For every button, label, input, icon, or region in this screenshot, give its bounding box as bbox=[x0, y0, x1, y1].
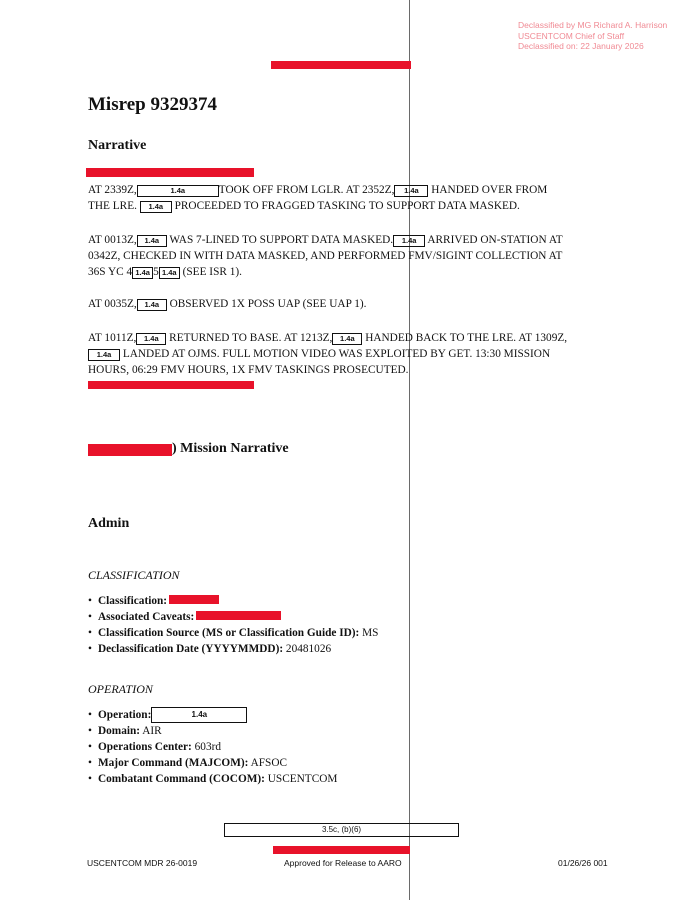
bottom-exemption-box: 3.5c, (b)(6) bbox=[224, 823, 459, 837]
narrative-paragraph-1: AT 2339Z, 1.4a TOOK OFF FROM LGLR. AT 2352Z, 1.4a HANDED OVER FROM THE LRE. 1.4a PROCEEDED TO FRAGGED TASKING TO SUPPORT DATA MASKED. bbox=[88, 184, 548, 212]
declassification-date-field: • Declassification Date (YYYYMMDD): 20481026 bbox=[88, 641, 378, 657]
footer-document-id: USCENTCOM MDR 26-0019 bbox=[87, 858, 198, 868]
mission-narrative-heading: ) Mission Narrative bbox=[172, 441, 289, 456]
redaction-box: 1.4a bbox=[137, 185, 219, 197]
narrative-paragraph-3: AT 0035Z, 1.4a OBSERVED 1X POSS UAP (SEE UAP 1). bbox=[88, 298, 367, 310]
cocom-field: • Combatant Command (COCOM): USCENTCOM bbox=[88, 771, 337, 787]
operation-field-list bbox=[88, 707, 337, 787]
narrative-paragraph-4: AT 1011Z, 1.4a RETURNED TO BASE. AT 1213Z, 1.4a HANDED BACK TO THE LRE. AT 1309Z, 1.4a LANDED AT OJMS. FULL MOTION VIDEO WAS EXPLOITED BY GET. 13:30 MISSION HOURS, 06:29 FMV HOURS, 1X FMV TASKINGS PROSECUTED. bbox=[88, 332, 568, 376]
admin-heading: Admin bbox=[88, 516, 130, 531]
redaction-box: 1.4a bbox=[332, 333, 362, 345]
redaction-bar-narrative-classification bbox=[86, 168, 254, 177]
redaction-bar-narrative-end bbox=[88, 381, 254, 389]
redaction-bar-bottom bbox=[273, 846, 410, 854]
redaction-bar-top bbox=[271, 61, 411, 69]
redaction-box: 1.4a bbox=[132, 267, 153, 279]
declass-line-1: Declassified by MG Richard A. Harrison bbox=[518, 20, 668, 30]
declass-line-2: USCENTCOM Chief of Staff bbox=[518, 30, 625, 41]
classification-section-heading: CLASSIFICATION bbox=[88, 568, 180, 582]
redaction-box: 1.4a bbox=[140, 201, 172, 213]
narrative-heading: Narrative bbox=[88, 138, 147, 153]
redaction-box: 1.4a bbox=[137, 235, 167, 247]
redaction-box: 1.4a bbox=[88, 349, 120, 361]
redaction-bar-classification-value bbox=[169, 595, 219, 604]
operation-field: • Operation: 1.4a bbox=[88, 707, 337, 723]
footer-release-note: Approved for Release to AARO bbox=[284, 858, 402, 868]
domain-field: • Domain: AIR bbox=[88, 723, 337, 739]
footer-date-page: 01/26/26 001 bbox=[558, 858, 608, 868]
page-fold-line bbox=[409, 0, 410, 900]
narrative-paragraph-2: AT 0013Z, 1.4a WAS 7-LINED TO SUPPORT DATA MASKED. 1.4a ARRIVED ON-STATION AT 0342Z, CHECKED IN WITH DATA MASKED, AND PERFORMED FMV/SIGINT COLLECTION AT 36S YC 4 1.4a 5 1.4a (SEE ISR 1). bbox=[88, 234, 563, 278]
associated-caveats-field: • Associated Caveats: bbox=[88, 609, 378, 625]
redaction-box: 1.4a bbox=[393, 235, 425, 247]
classification-field: • Classification: bbox=[88, 593, 378, 609]
redaction-box: 1.4a bbox=[159, 267, 180, 279]
redaction-box: 1.4a bbox=[136, 333, 166, 345]
redaction-box-operation: 1.4a bbox=[151, 707, 247, 723]
declassification-stamp bbox=[518, 20, 667, 52]
majcom-field: • Major Command (MAJCOM): AFSOC bbox=[88, 755, 337, 771]
redaction-bar-mission-narrative bbox=[88, 444, 172, 456]
operation-section-heading: OPERATION bbox=[88, 682, 153, 696]
redaction-box: 1.4a bbox=[137, 299, 167, 311]
classification-field-list bbox=[88, 593, 378, 657]
redaction-box: 1.4a bbox=[394, 185, 428, 197]
page-title: Misrep 9329374 bbox=[88, 94, 217, 115]
redaction-bar-caveats-value bbox=[196, 611, 281, 620]
declass-line-3: Declassified on: 22 January 2026 bbox=[518, 41, 644, 51]
operations-center-field: • Operations Center: 603rd bbox=[88, 739, 337, 755]
classification-source-field: • Classification Source (MS or Classification Guide ID): MS bbox=[88, 625, 378, 641]
